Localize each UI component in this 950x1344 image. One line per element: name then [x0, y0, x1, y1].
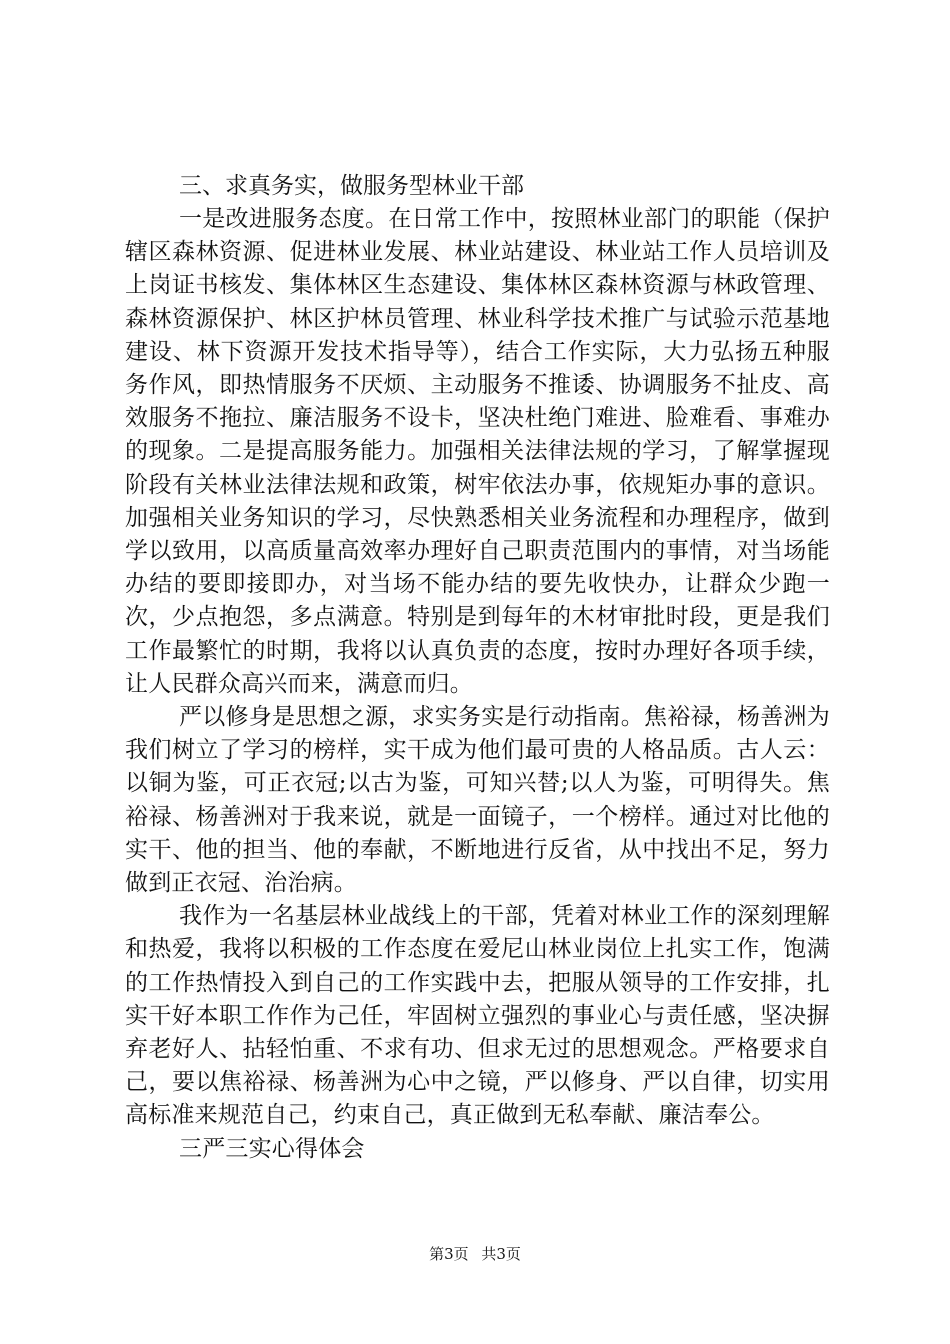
paragraph-commitment: 我作为一名基层林业战线上的干部，凭着对林业工作的深刻理解和热爱，我将以积极的工作态度在爱尼山林业岗位上扎实工作，饱满的工作热情投入到自己的工作实践中去，把服从领导的工作安排，扎实干好本职工作作为己任，牢固树立强烈的事业心与责任感，坚决摒弃老好人、拈轻怕重、不求有功、但求无过的思想观念。严格要求自己，要以焦裕禄、杨善洲为心中之镜，严以修身、严以自律，切实用高标准来规范自己，约束自己，真正做到无私奉献、廉洁奉公。 — [125, 903, 830, 1129]
section-heading: 三、求真务实，做服务型林业干部 — [179, 173, 524, 199]
paragraph-self-cultivation: 严以修身是思想之源，求实务实是行动指南。焦裕禄，杨善洲为我们树立了学习的榜样，实干成为他们最可贵的人格品质。古人云：以铜为鉴，可正衣冠;以古为鉴，可知兴替;以人为鉴，可明得失。焦裕禄、杨善洲对于我来说，就是一面镜子，一个榜样。通过对比他的实干、他的担当、他的奉献，不断地进行反省，从中找出不足，努力做到正衣冠、治治病。 — [125, 704, 830, 897]
paragraph-service: 一是改进服务态度。在日常工作中，按照林业部门的职能（保护辖区森林资源、促进林业发展、林业站建设、林业站工作人员培训及上岗证书核发、集体林区生态建设、集体林区森林资源与林政管理、森林资源保护、林区护林员管理、林业科学技术推广与试验示范基地建设、林下资源开发技术指导等），结合工作实际，大力弘扬五种服务作风，即热情服务不厌烦、主动服务不推诿、协调服务不扯皮、高效服务不拖拉、廉洁服务不设卡，坚决杜绝门难进、脸难看、事难办的现象。二是提高服务能力。加强相关法律法规的学习，了解掌握现阶段有关林业法律法规和政策，树牢依法办事，依规矩办事的意识。加强相关业务知识的学习，尽快熟悉相关业务流程和办理程序，做到学以致用，以高质量高效率办理好自己职责范围内的事情，对当场能办结的要即接即办，对当场不能办结的要先收快办，让群众少跑一次，少点抱怨，多点满意。特别是到每年的木材审批时段，更是我们工作最繁忙的时期，我将以认真负责的态度，按时办理好各项手续，让人民群众高兴而来，满意而归。 — [125, 206, 830, 697]
page-footer — [0, 1244, 950, 1264]
page-number: 第3页 — [429, 1245, 469, 1263]
page-total: 共3页 — [481, 1245, 521, 1263]
document-body — [125, 170, 830, 1166]
paragraph-closing-title: 三严三实心得体会 — [179, 1135, 365, 1162]
